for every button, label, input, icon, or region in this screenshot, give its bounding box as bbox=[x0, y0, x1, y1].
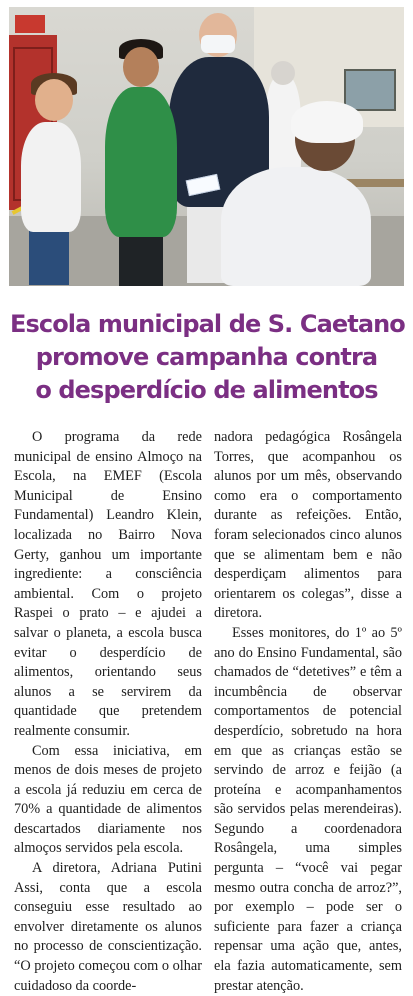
face-mask bbox=[201, 35, 235, 53]
exit-sign bbox=[15, 15, 45, 33]
girl-green-legs bbox=[119, 229, 163, 286]
article-headline bbox=[10, 308, 403, 407]
headline-line-3: o desperdício de alimentos bbox=[35, 376, 378, 404]
girl-left-head bbox=[35, 79, 73, 121]
background-staff-head bbox=[271, 61, 295, 85]
paragraph: A diretora, Adriana Putini Assi, conta que a escola conseguiu esse resultado ao envolver diretamente os alunos no processo de conscientização. “O projeto começou com o olhar cuidadoso da coorde- bbox=[14, 860, 202, 994]
paragraph-continued: nadora pedagógica Rosângela Torres, que acompanhou os alunos por um mês, observando como era o comportamento durante as refeições. Então, foram selecionados cinco alunos que se alimentam bem e não desperdiçam alimentos para orientarem os colegas”, disse a diretora. bbox=[214, 429, 402, 622]
window bbox=[344, 69, 396, 111]
paragraph: Com essa iniciativa, em menos de dois meses de projeto a escola já reduziu em cerca de 70% a quantidade de alimentos descartados diariamente nos almoços servidos pela escola. bbox=[14, 742, 202, 857]
paragraph: O programa da rede municipal de ensino Almoço na Escola, na EMEF (Escola Municipal de Ensino Fundamental) Leandro Klein, localizada no Bairro Nova Gerty, ganhou um importante ingrediente: a consciência ambiental. Com o projeto Raspei o prato – e ajudei a salvar o planeta, a escola busca evitar o desperdício de alimentos, orientando seus alunos a se servirem da quantidade que pretendem realmente consumir. bbox=[14, 429, 202, 739]
paragraph: Esses monitores, do 1º ao 5º ano do Ensino Fundamental, são chamados de “detetives” e têm a incumbência de observar comportamentos de potencial desperdício, sobretudo na hora em que as crianças estão se servindo de arroz e feijão (a proteína e acompanhamentos são servidos pelas merendeiras). Segundo a coordenadora Rosângela, uma simples pergunta – “você vai pegar mesmo outra concha de arroz?”, por exemplo – pode ser o suficiente para fazer a criança repensar uma ação que, antes, ela fazia automaticamente, sem prestar atenção. bbox=[214, 624, 402, 994]
headline-line-1: Escola municipal de S. Caetano bbox=[10, 310, 405, 338]
article-photo bbox=[9, 7, 404, 286]
girl-green-head bbox=[123, 47, 159, 87]
girl-green-jacket bbox=[105, 87, 177, 237]
girl-left bbox=[21, 122, 81, 232]
headline-line-2: promove campanha contra bbox=[35, 343, 378, 371]
article-column-right bbox=[214, 428, 402, 996]
child-monitor-gown bbox=[221, 167, 371, 286]
article-column-left bbox=[14, 428, 202, 996]
hair-net-cap bbox=[291, 101, 363, 143]
